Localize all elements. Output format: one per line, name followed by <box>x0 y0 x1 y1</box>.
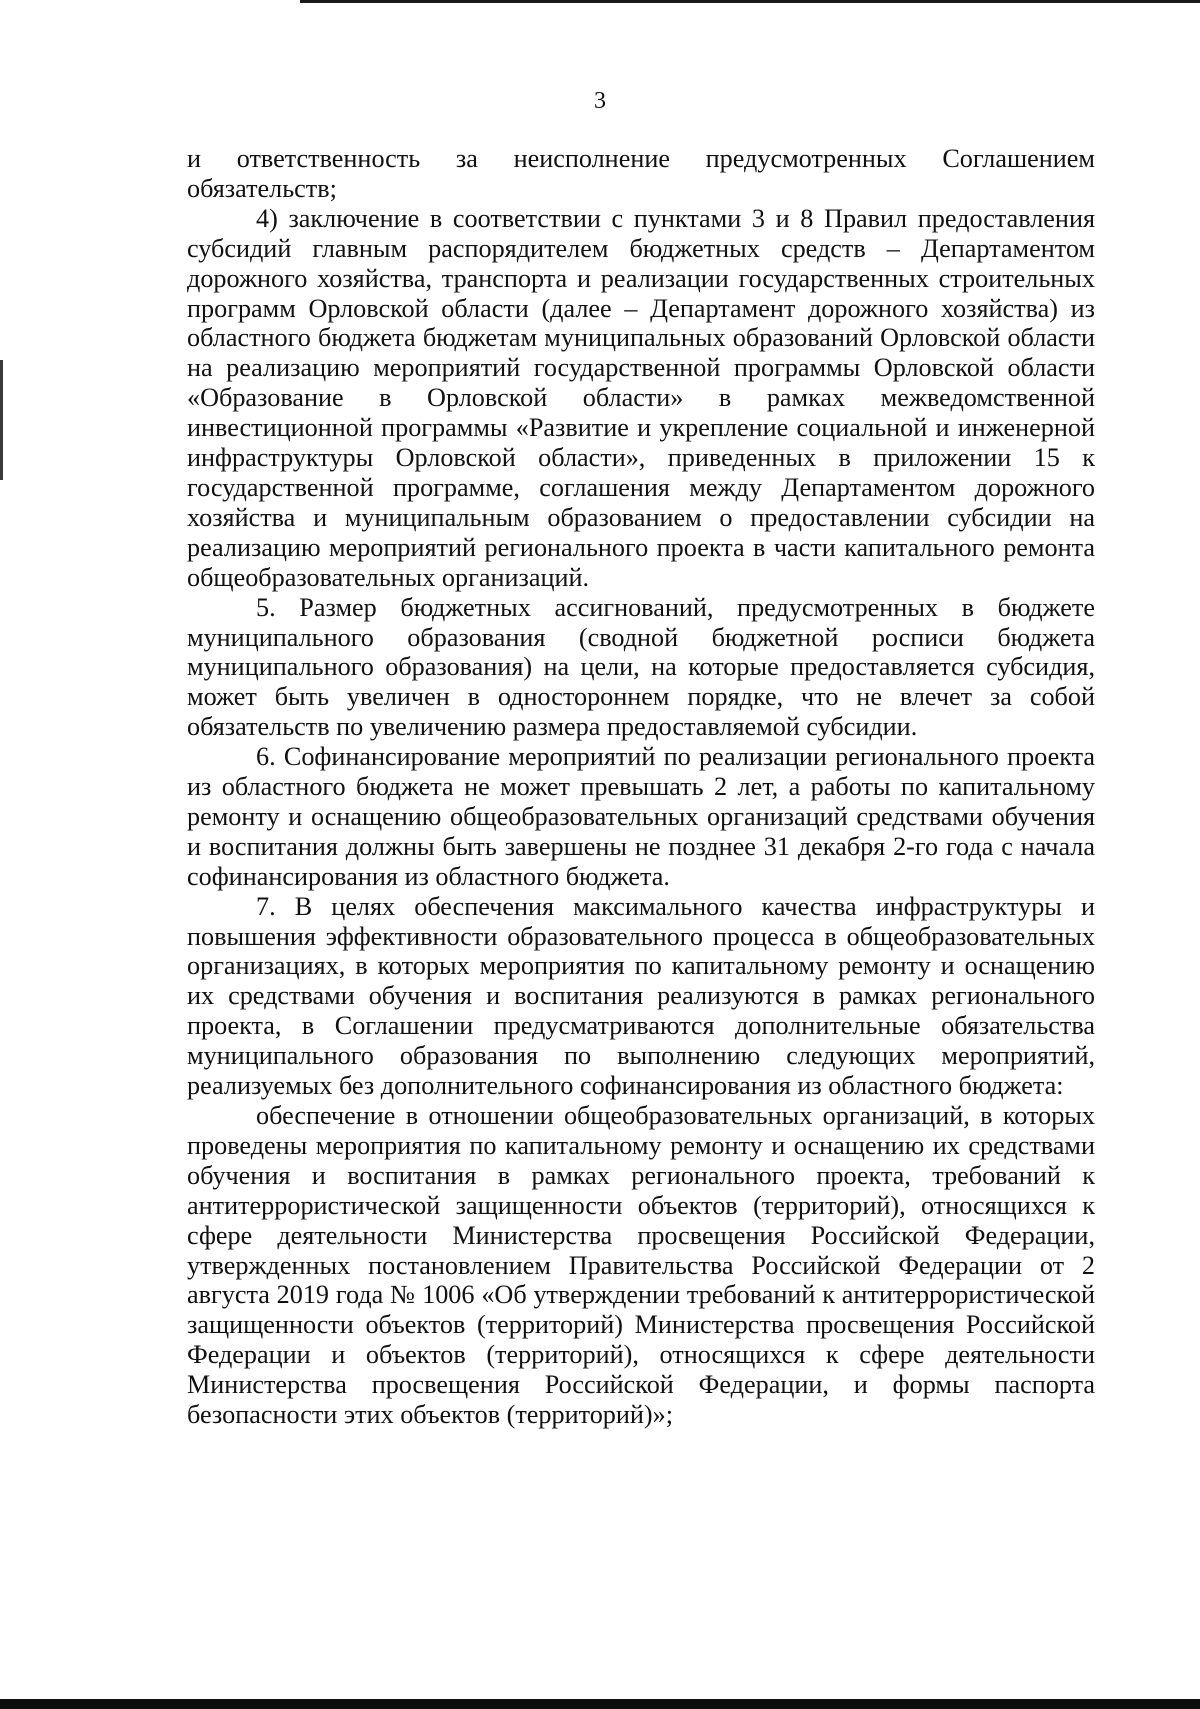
paragraph-obligations-continuation: и ответственность за неисполнение предусмотренных Соглашением обязательств; <box>187 144 1095 203</box>
scan-edge-bottom <box>0 1699 1200 1709</box>
scan-edge-left <box>0 360 3 480</box>
paragraph-item-4: 4) заключение в соответствии с пунктами 3 и 8 Правил предоставления субсидий главным распорядителем бюджетных средств – Департаментом дорожного хозяйства, транспорта и реализации государственных строительных программ Орловской области (далее – Департамент дорожного хозяйства) из областного бюджета бюджетам муниципальных образований Орловской области на реализацию мероприятий государственной программы Орловской области «Образование в Орловской области» в рамках межведомственной инвестиционной программы «Развитие и укрепление социальной и инженерной инфраструктуры Орловской области», приведенных в приложении 15 к государственной программе, соглашения между Департаментом дорожного хозяйства и муниципальным образованием о предоставлении субсидии на реализацию мероприятий регионального проекта в части капитального ремонта общеобразовательных организаций. <box>187 203 1095 592</box>
paragraph-item-7: 7. В целях обеспечения максимального качества инфраструктуры и повышения эффективности образовательного процесса в общеобразовательных организациях, в которых мероприятия по капитальному ремонту и оснащению их средствами обучения и воспитания реализуются в рамках регионального проекта, в Соглашении предусматриваются дополнительные обязательства муниципального образования по выполнению следующих мероприятий, реализуемых без дополнительного софинансирования из областного бюджета: <box>187 891 1095 1101</box>
scan-edge-top <box>300 0 1200 3</box>
document-body <box>187 144 1095 1430</box>
paragraph-item-5: 5. Размер бюджетных ассигнований, предусмотренных в бюджете муниципального образования (сводной бюджетной росписи бюджета муниципального образования) на цели, на которые предоставляется субсидия, может быть увеличен в одностороннем порядке, что не влечет за собой обязательств по увеличению размера предоставляемой субсидии. <box>187 592 1095 742</box>
paragraph-security-requirements: обеспечение в отношении общеобразовательных организаций, в которых проведены мероприятия по капитальному ремонту и оснащению их средствами обучения и воспитания в рамках регионального проекта, требований к антитеррористической защищенности объектов (территорий), относящихся к сфере деятельности Министерства просвещения Российской Федерации, утвержденных постановлением Правительства Российской Федерации от 2 августа 2019 года № 1006 «Об утверждении требований к антитеррористической защищенности объектов (территорий) Министерства просвещения Российской Федерации и объектов (территорий), относящихся к сфере деятельности Министерства просвещения Российской Федерации, и формы паспорта безопасности этих объектов (территорий)»; <box>187 1101 1095 1430</box>
paragraph-item-6: 6. Софинансирование мероприятий по реализации регионального проекта из областного бюджета не может превышать 2 лет, а работы по капитальному ремонту и оснащению общеобразовательных организаций средствами обучения и воспитания должны быть завершены не позднее 31 декабря 2-го года с начала софинансирования из областного бюджета. <box>187 742 1095 891</box>
page-number: 3 <box>594 88 606 114</box>
